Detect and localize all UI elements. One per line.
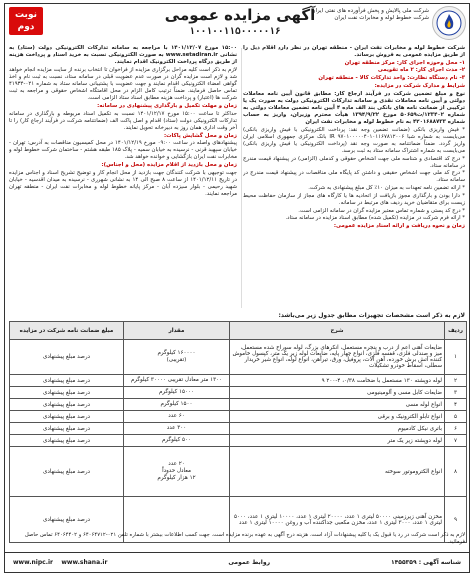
table-row: [10, 340, 467, 375]
row-guarantee: درصد مبلغ پیشنهادی: [10, 423, 124, 435]
turn-badge: [9, 7, 43, 35]
row-description: باتری نیکل کادمیوم: [230, 423, 445, 435]
condition-paragraph: زمان و نحوه دریافت و ارائه اسناد مزایده عمومی:: [333, 222, 465, 229]
row-guarantee: درصد مبلغ پیشنهادی: [10, 375, 124, 387]
row-number: ۴: [445, 399, 467, 411]
condition-paragraph: ۲- مدت اجرای کار: ۲ ماه تقویمی: [377, 67, 465, 74]
row-quantity: [124, 399, 230, 411]
schedule-paragraph: زمان و مهلت تکمیل و بارگذاری پیشنهادی در سامانه:: [97, 102, 237, 109]
page-title: آگهی مزایده عمومی: [164, 6, 316, 24]
footer-links: [13, 559, 107, 566]
table-body: [10, 340, 467, 543]
condition-paragraph: شرایط و مدارک شرکت در مزایده:: [374, 82, 465, 89]
row-description: ضایعات آهنی اعم از درب و پنجره مستعمل، انکرهای بزرگ، لوله سوراخ شده مستعمل، میز و صندلی فلزی، قفسه فلزی، انواع چهار پایه، ضایعات لوله زیر یک متر، کپسول خاموش کننده آتش برش خورده، آهن آلات، پروفیل، ورق، تیرآهن، انواع لوله، انواع شیر خریدار سطلی، اسقاط خودرو تشکیلات: [230, 340, 445, 375]
schedule-paragraph: لازم به ذکر است کلیه مراحل برگزاری مزایده از فراخوان تا انتخاب برنده از سایت مزایده انجام خواهد شد و لازم است مزایده گران در صورت عدم عضویت قبلی در سامانه ستاد، نسبت به ثبت نام و اخذ گواهی امضاء الکترونیکی اقدام نمایند و جهت عضویت با پشتیبانی سامانه ستاد به شماره ۰۲۱-۴۱۹۳۴ تماس حاصل فرمایند. ضمناً ترتیب کامل الزام در محل اقامتگاه اشخاص حقوقی و مراجعه به ثبت شرکت ها (اعتبار) و پرداخت هزینه مطابق اسناد ستاد الزامی است.: [9, 66, 237, 102]
row-number: ۲: [445, 375, 467, 387]
footer-bar: [5, 552, 469, 572]
quantity-line: ۱۵۰۰ کیلوگرم: [160, 401, 193, 407]
condition-paragraph: ۳- نام دستگاه نظارت: واحد تدارکات کالا - منطقه تهران: [318, 75, 465, 82]
items-table: [9, 321, 467, 543]
quantity-line: (تقریبی): [166, 357, 187, 363]
company-line-2: شرکت خطوط لوله و مخابرات نفت ایران: [334, 15, 429, 21]
row-guarantee: درصد مبلغ پیشنهادی: [10, 411, 124, 423]
row-guarantee: درصد مبلغ پیشنهادی: [10, 340, 124, 375]
row-quantity: [124, 435, 230, 447]
row-quantity: [124, 423, 230, 435]
row-quantity: [124, 340, 230, 375]
site-link-left[interactable]: www.shana.ir: [61, 559, 108, 566]
schedule-column: [9, 45, 237, 311]
condition-paragraph: نوع و مبلغ تضمین شرکت در فرآیند ارجاع کار: مطابق قانون آیین نامه معاملات دولتی و آیین نامه معاملات نقدی و سامانه تدارکات الکترونیکی دولت به صورت یک یا ترکیبی از ضمانت نامه های بانکی بند الف ماده ۴ آیین نامه تضمین معاملات دولتی به شماره ۱۲۳۴۰۲/ت۵۰۶۵۹ مورخ ۱۳۹۴/۹/۲۲ هیأت محترم وزیران، واریز به حساب شماره ۴۲۰۱۶۸۸۷۳۳ به نام خطوط لوله و مخابرات نفت ایران: [243, 90, 465, 125]
site-link-right[interactable]: www.nipc.ir: [13, 559, 54, 566]
row-number: ۸: [445, 447, 467, 497]
condition-paragraph: شرکت خطوط لوله و مخابرات نفت ایران - منطقه تهران در نظر دارد اقلام ذیل را از طریق مزایده عمومی به فروش برساند.: [243, 45, 465, 59]
flame-logo-icon: [436, 10, 462, 36]
quantity-line: ۵۰۰ کیلوگرم: [161, 437, 192, 443]
row-quantity: [124, 411, 230, 423]
col-header-amt: مبلغ ضمانت نامه شرکت در مزایده: [10, 322, 124, 340]
row-number: ۳: [445, 387, 467, 399]
condition-paragraph: ۱- محل وحوزه اجرای کار: مرکز منطقه تهران: [344, 59, 465, 66]
row-number: ۶: [445, 423, 467, 435]
condition-paragraph: * درج کد پستی و شماره تماس معتبر مزایده گران در سامانه الزامی است.: [298, 207, 465, 214]
row-guarantee: درصد مبلغ پیشنهادی: [10, 399, 124, 411]
company-line-1: شرکت ملی پالایش و پخش فرآورده های نفتی ایران: [311, 8, 429, 14]
table-intro: لازم به ذکر است مشخصات تجهیزات مطابق جدول زیر می‌باشد:: [278, 312, 465, 319]
row-number: ۷: [445, 435, 467, 447]
public-relations: روابط عمومی: [228, 559, 271, 566]
quantity-line: معادل حدوداً: [162, 468, 191, 474]
row-description: انواع الکتروموتور سوخته: [230, 447, 445, 497]
quantity-line: ۶۰ عدد: [168, 413, 185, 419]
condition-paragraph: * درج کد ملی جهت اشخاص حقیقی و داشتن کد پایگاه ملی مناقصات در پیشنهاد قیمت مندرج در سامانه ستاد.: [243, 170, 465, 184]
row-description: مخزن آهنی زیرزمینی ۵۰۰۰۰ لیتری ۱ عدد، ۲۰۰۰۰ لیتری ۱ عدد، ۱۰۰۰۰ لیتری ۱ عدد، ۵۰۰۰ لیتری ۱ عدد، ۳۰۰۰ لیتری ۱ عدد، مخزن مکعبی جداکننده آب و روغن ۱۰۰۰۰ لیتری ۱ عدد: [230, 497, 445, 543]
row-description: لوله دوپشته زیر یک متر: [230, 435, 445, 447]
col-header-desc: شرح: [230, 322, 445, 340]
table-row: [10, 387, 467, 399]
table-row: [10, 435, 467, 447]
col-header-qty: مقدار: [124, 322, 230, 340]
table-row: [10, 399, 467, 411]
quantity-line: ۱۵۰۰۰ کیلوگرم: [158, 389, 195, 395]
schedule-paragraph: حداکثر تا ساعت ۱۵:۰۰ مورخ ۱۴۰۱/۱۲/۱۷ نسبت به تکمیل اسناد مربوطه و بارگذاری در سامانه تدارکات الکترونیکی دولت (ستاد) اقدام و اصل پاکت الف (ضمانتنامه شرکت در فرآیند ارجاع کار) را تا آخر وقت اداری همان روز به دبیرخانه تحویل نمایند.: [9, 110, 237, 131]
condition-paragraph: * ارائه فرم شرکت در مزایده (تکمیل شده) مطابق اسناد مزایده در سامانه ستاد.: [285, 215, 465, 222]
quantity-line: ۱۶۰۰۰۰ کیلوگرم: [157, 350, 196, 356]
table-row: [10, 423, 467, 435]
table-row: [10, 375, 467, 387]
row-guarantee: درصد مبلغ پیشنهادی: [10, 387, 124, 399]
row-quantity: [124, 387, 230, 399]
conditions-column: [243, 45, 465, 311]
schedule-paragraph: پیشنهادهای واصله در ساعت ۰۹:۰۰ مورخ ۱۴۰۱/۱۲/۱۹ در محل کمیسیون مناقصات به آدرس: تهران - خیابان سپهبد قرنی - نرسیده به خیابان سمیه - پلاک ۱۸۵ طبقه هشتم - ساختمان شرکت خطوط لوله و مخابرات نفت ایران بازگشایی و خوانده خواهد شد.: [9, 140, 237, 161]
badge-line-1: نوبت: [15, 10, 37, 20]
quantity-line: ۱۳۰۰ متر معادل تقریبی ۳۰۰۰۰ کیلوگرم: [130, 377, 223, 383]
condition-paragraph: * دارا بودن و بارگذاری مجوز بازیافت از اتحادیه ها یا کارگاه های مجاز از سازمان حفاظت محیط زیست برای متقاضیان خرید ردیف های مرتبط در سامانه.: [243, 192, 465, 206]
row-number: ۱: [445, 340, 467, 375]
quantity-line: ۲۰ عدد: [168, 461, 185, 467]
schedule-paragraph: زمان و محل گشایش پاکات:: [163, 132, 237, 139]
condition-paragraph: * ارائه تضمین نامه تعهدات به میزان ۱۰٪ کل مبلغ پیشنهادی به شرکت.: [308, 185, 465, 192]
quantity-line: ۱۲ هزار کیلوگرم: [157, 475, 196, 481]
row-guarantee: درصد مبلغ پیشنهادی: [10, 435, 124, 447]
row-guarantee: درصد مبلغ پیشنهادی: [10, 447, 124, 497]
table-header-row: [10, 322, 467, 340]
row-description: لوله دوپشته ۱۳۰ مستعمل با ضخامت ۰/۳۸، ۴-۲۰۰ ۹: [230, 375, 445, 387]
header: [5, 4, 469, 44]
quantity-line: ۳۰۰ عدد: [166, 425, 187, 431]
tender-number: ۱۰۰۱۰۰۱۱۵۰۰۰۰۰۱۶: [189, 26, 281, 37]
table-row: [10, 411, 467, 423]
col-header-num: ردیف: [445, 322, 467, 340]
column-divider: [241, 48, 242, 308]
tender-advertisement: [4, 3, 470, 573]
badge-line-2: دوم: [17, 22, 35, 32]
schedule-paragraph: جهت توجیهی با شرکت کنندگان جهت بازدید از محل انجام کار و توضیح تشریح اسناد و اجناس مزایده در تاریخ ۱۴۰۱/۱۲/۱۱ از ساعت ۸ صبح الی ۱۴ به نشانی شهرری - نرسیده به میدان اقدسیه - خیابان شهید رحیمی - بلوار سیزده آبان - مرکز پایانه خطوط لوله و مخابرات نفت ایران - منطقه تهران مراجعه نمایند.: [9, 169, 237, 198]
table-row: [10, 447, 467, 497]
footer-note: لازم به ذکر است شرکت در رد یا قبول یک یا کلیه پیشنهادات آزاد است. هزینه درج آگهی به عهده برنده مزایده است. جهت کسب اطلاعات بیشتر با شماره تلفن ۰۲۱-۶۴۰۶۴۷۱۲ و ۶۴۰۶۴۴۰۲ تماس حاصل فرمائید.: [24, 532, 465, 545]
row-quantity: [124, 375, 230, 387]
row-description: انواع لوله مسی: [230, 399, 445, 411]
condition-paragraph: * درج کد اقتصادی و شناسه ملی جهت اشخاص حقوقی و کدملی (الزامی) در پیشنهاد قیمت مندرج در سامانه ستاد.: [243, 155, 465, 169]
schedule-paragraph: زمان و محل بازدید از اقلام مزایده (محل و اجناس):: [101, 162, 237, 169]
company-logo: [432, 6, 466, 40]
row-number: ۹: [445, 497, 467, 543]
ad-code: شناسه آگهی : ۱۴۵۵۳۵۹: [390, 559, 461, 566]
row-guarantee: درصد مبلغ پیشنهادی: [10, 497, 124, 543]
schedule-paragraph: ۱۵:۰۰ مورخ ۱۴۰۱/۱۲/۰۷ با مراجعه به سامانه تدارکات الکترونیکی دولت (ستاد) به نشانی www.setadiran.ir به صورت الکترونیکی نسبت به خرید اسناد و پرداخت هزینه از طریق درگاه پرداخت الکترونیک اقدام نمایند.: [9, 45, 237, 66]
row-quantity: [124, 447, 230, 497]
row-description: ضایعات کابل مسی و آلومینیومی: [230, 387, 445, 399]
row-number: ۵: [445, 411, 467, 423]
row-description: انواع تابلو الکترونیک و برقی: [230, 411, 445, 423]
condition-paragraph: * فیش واریزی بانکی (ضمانت تضمین وجه نقد: پرداخت الکترونیکی با فیش واریزی بانکی) می‌بایست به شماره شبا IR ۹۷۰۱۰۰۰۰۰۴۰۱۰۱۱۶۷۸۱۲۰۰۶ بانک مرکزی جمهوری اسلامی ایران واریز گردد. ضمناً ضمانتنامه به صورت وجه نقد (پرداخت الکترونیکی یا فیش واریزی بانکی) می‌بایست به شماره اشتراک سامانه ستاد به ثبت برسد.: [243, 126, 465, 154]
